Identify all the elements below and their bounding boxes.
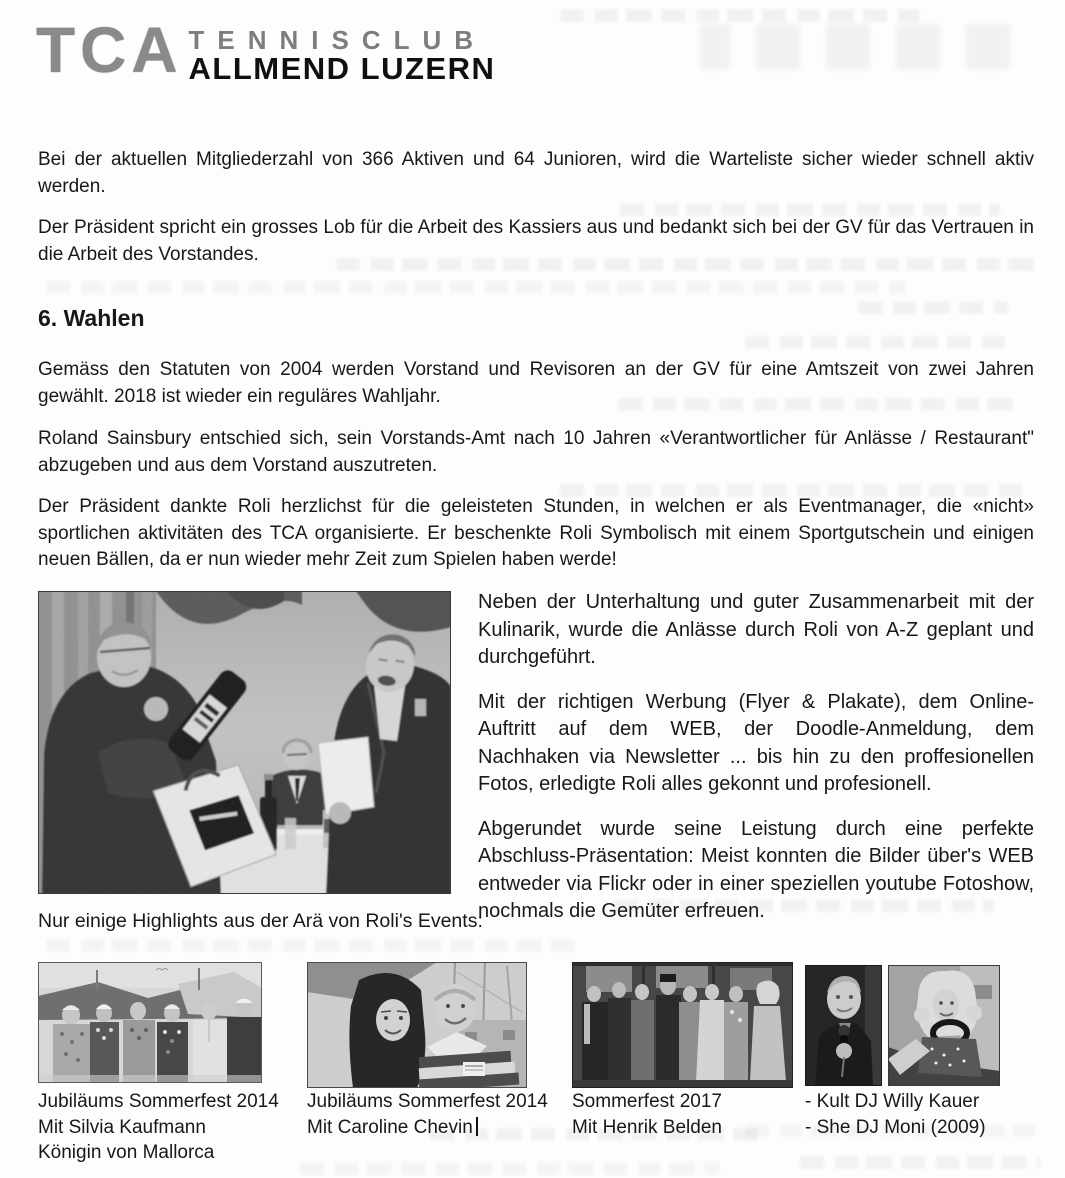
paragraph-abschluss: Abgerundet wurde seine Leistung durch eine perfekte Abschluss-Präsentation: Meist konnten die Bilder über's WEB entweder via Flickr oder in einer speziellen youtube Fotoshow, nochmals die Gemüter erfreuen. [478,817,1034,922]
paragraph-president-thanks: Der Präsident dankte Roli herzlichst für die geleisteten Stunden, in welchen er als Eventmanager, die «nicht» sportlichen aktivitäten des TCA organisierte. Er beschenkte Roli Symbolisch mit einem Sportgutschein und einigen neuen Bällen, da er nun wieder mehr Zeit zum Spielen haben werde! [38,496,1034,570]
caption-line: Königin von Mallorca [38,1142,215,1163]
caption-line: Mit Henrik Belden [572,1116,722,1138]
bleed-through-line [46,281,906,294]
logo-tca-text: TCA [36,14,183,86]
logo-tennisclub-text: TENNISCLUB [188,25,487,55]
paragraph-unterhaltung: Neben der Unterhaltung und guter Zusammenarbeit mit der Kulinarik, wurde die Anlässe durch Roli von A-Z geplant und durchgeführt. [478,591,1034,668]
main-event-photo [38,591,451,894]
paragraph-statutes: Gemäss den Statuten von 2004 werden Vorstand und Revisoren an der GV für eine Amtszeit von zwei Jahren gewählt. 2018 ist wieder ein reguläres Wahljahr. [38,359,1034,407]
highlights-intro-line: Nur einige Highlights aus der Arä von Roli's Events: [38,910,483,932]
main-event-photo-illustration [38,591,451,894]
gallery-photo-4-illustration [805,965,882,1086]
gallery-photo-5-illustration [888,965,1000,1086]
photo-side-text [478,589,1034,943]
caption-line: - Kult DJ Willy Kauer [805,1091,980,1112]
gallery-photo-sommerfest-2014-couple [307,962,527,1088]
paragraph-roland-sainsbury: Roland Sainsbury entschied sich, sein Vorstands-Amt nach 10 Jahren «Verantwortlicher für Anlässe / Restaurant" abzugeben und aus dem Vorstand auszutreten. [38,428,1034,476]
caption-line: Mit Silvia Kaufmann [38,1116,206,1138]
caption-line: Jubiläums Sommerfest 2014 [38,1091,279,1112]
caption-sommerfest-2014-silvia [38,1089,279,1166]
gallery-photo-she-dj-moni [888,965,1000,1086]
caption-sommerfest-2014-caroline [307,1089,548,1140]
scan-cursor-artifact [476,1117,478,1136]
gallery-photo-sommerfest-2017-group [572,962,793,1088]
gallery-photo-1-illustration [38,962,262,1083]
gallery-photo-2-illustration [307,962,527,1088]
caption-sommerfest-2017-henrik [572,1089,722,1140]
gallery-photo-sommerfest-2014-group [38,962,262,1083]
section-heading-wahlen: 6. Wahlen [38,305,145,331]
paragraph-member-count: Bei der aktuellen Mitgliederzahl von 366 Aktiven und 64 Junioren, wird die Warteliste sicher wieder schnell aktiv werden. [38,149,1034,197]
club-logo [36,14,496,86]
gallery-photo-dj-willy-kauer [805,965,882,1086]
caption-line [307,1115,548,1141]
bleed-through-line [745,336,1005,349]
caption-line: Jubiläums Sommerfest 2014 [307,1091,548,1112]
bleed-through-line [800,1156,1040,1169]
bleed-through-logo [700,24,1010,70]
caption-djs [805,1089,986,1140]
paragraph-werbung: Mit der richtigen Werbung (Flyer & Plakate), dem Online-Auftritt auf dem WEB, der Doodle-Anmeldung, dem Nachhaken via Newsletter ... bis hin zu den proffesionellen Fotos, erledigte Roli alles gekonnt und profesionell. [478,690,1034,795]
paragraph-president-praise: Der Präsident spricht ein grosses Lob für die Arbeit des Kassiers aus und bedankt sich bei der GV für das Vertrauen in die Arbeit des Vorstandes. [38,217,1034,265]
gallery-photo-3-illustration [572,962,793,1088]
caption-line: Sommerfest 2017 [572,1091,722,1112]
caption-text: Mit Caroline Chevin [307,1116,473,1138]
logo-allmend-text: ALLMEND LUZERN [188,51,496,86]
bleed-through-line [300,1162,720,1175]
caption-line: - She DJ Moni (2009) [805,1116,986,1138]
bleed-through-line [560,9,920,22]
